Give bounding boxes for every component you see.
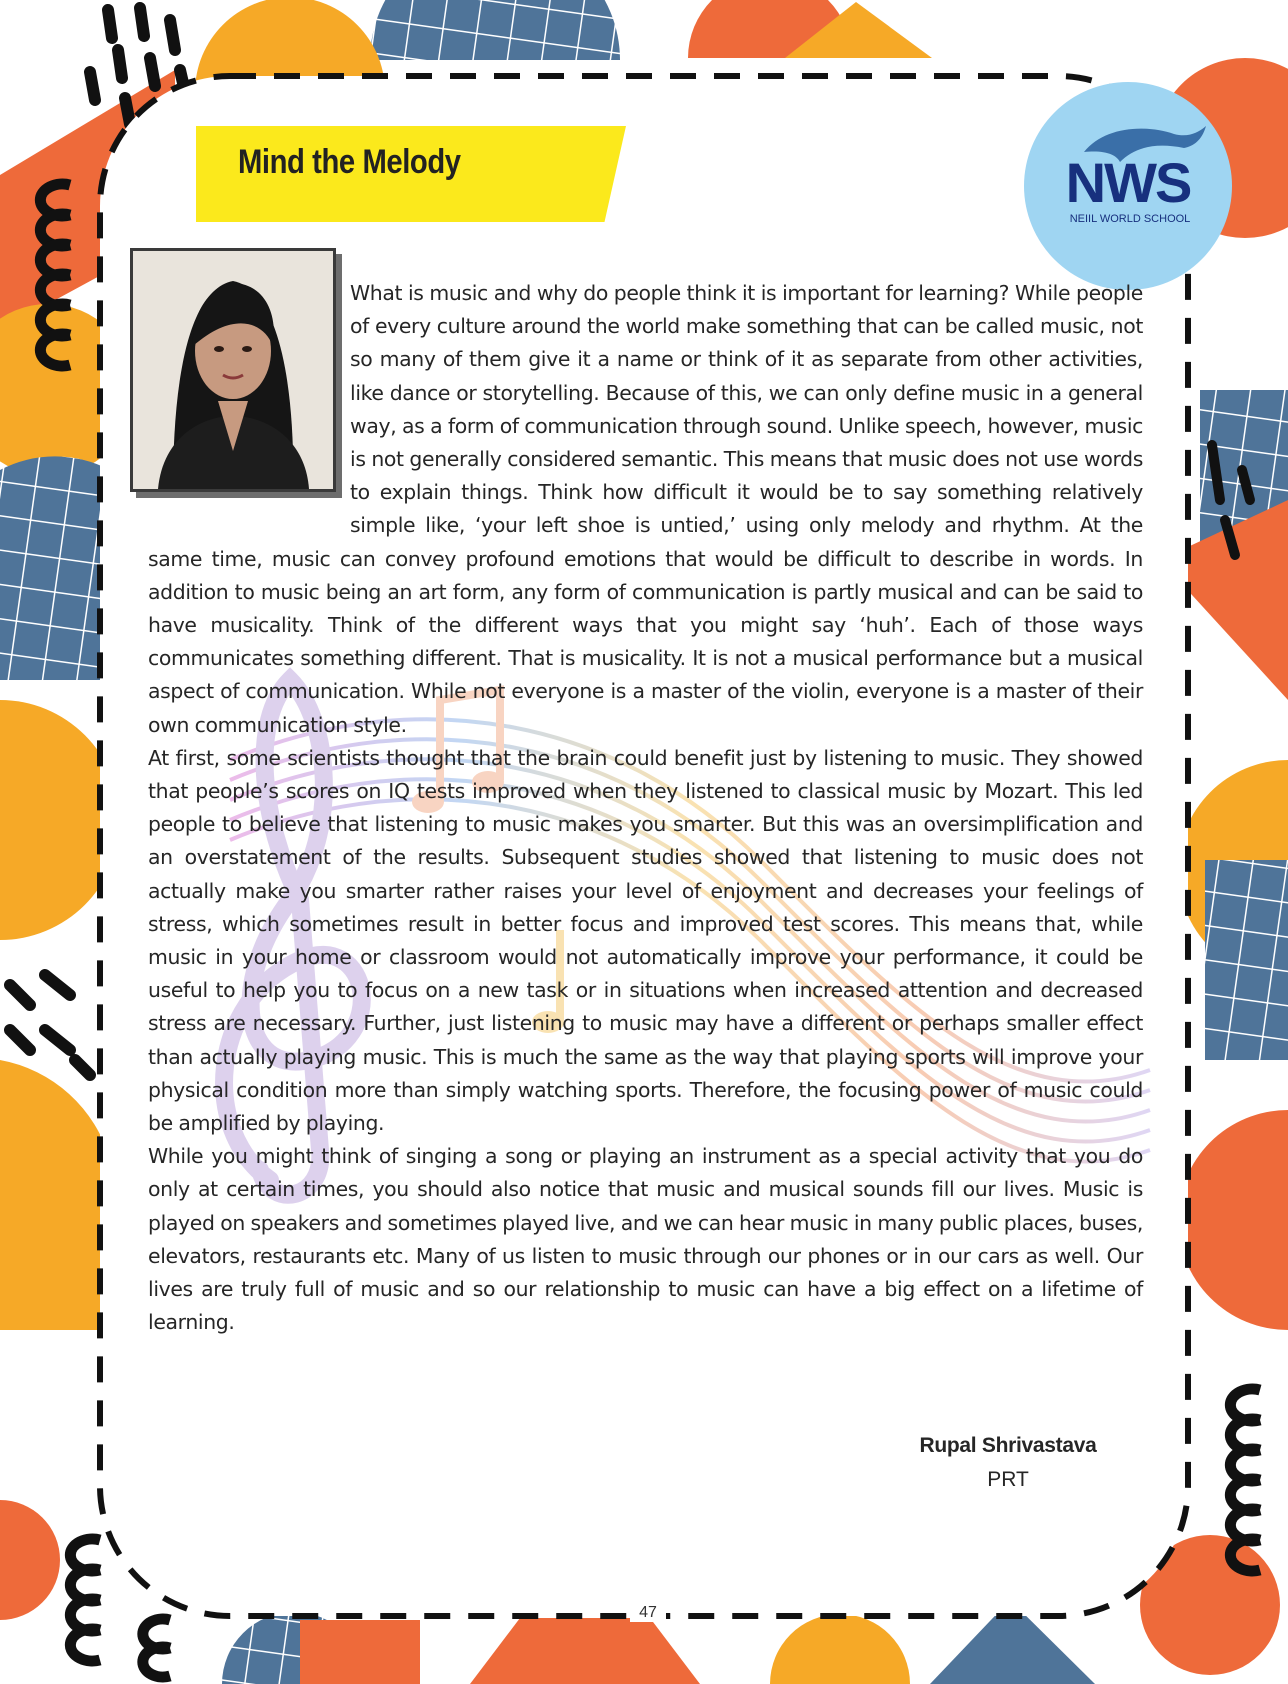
article-paragraph: While you might think of singing a song or playing an instrument as a special activity that you do only at certain times, you should also notice that music and musical sounds fill our lives. Music is played on speakers and sometimes played live, and we can hear music in many public places, buses, elevators, restaurants etc. Many of us listen to music through our phones or in our cars as well. Our lives are truly full of music and so our relationship to music can have a big effect on a lifetime of learning.	[148, 1144, 1143, 1335]
author-role: PRT	[987, 1468, 1029, 1491]
black-dash-cluster-left	[10, 975, 90, 1075]
logo-initials: NWS	[1065, 151, 1191, 214]
blue-grid-shape-right	[1205, 860, 1288, 1060]
orange-shape-left-lower	[0, 1060, 110, 1330]
article-body	[148, 277, 1143, 1340]
page-number: 47	[630, 1604, 666, 1622]
orange-triangle-bottom	[470, 1618, 700, 1684]
orange-semicircle-right	[1178, 1110, 1288, 1330]
logo-school-name: NEIIL WORLD SCHOOL	[1069, 213, 1191, 225]
article-paragraph: At first, some scientists thought that the brain could benefit just by listening to music. They showed that people’s scores on IQ tests improved when they listened to classical music by Mozart. This led people to believe that listening to music makes you smarter. But this was an oversimplification and an overstatement of the results. Subsequent studies showed that listening to music does not actually make you smarter rather raises your level of enjoyment and decreases your feelings of stress, which sometimes result in better focus and improved test scores. This means that, while music in your home or classroom would not automatically improve your performance, it could be useful to help you to focus on a new task or in situations when increased attention and decreased stress are necessary. Further, just listening to music may have a different or perhaps smaller effect than actually playing music. This is much the same as the way that playing sports will improve your physical condition more than simply watching sports. Therefore, the focusing power of music could be amplified by playing.	[148, 745, 1143, 1136]
blue-grid-shape-left	[0, 456, 110, 680]
blue-grid-semicircle-top	[370, 0, 620, 60]
article-paragraph: What is music and why do people think it is important for learning? While people of every culture around the world make something that can be called music, not so many of them give it a name or think of it as separate from other activities, like dance or storytelling. Because of this, we can only define music in a general way, as a form of communication through sound. Unlike speech, however, music is not generally considered semantic. This means that music does not use words to explain things. Think how difficult it would be to say something relatively simple like, ‘your left shoe is untied,’ using only melody and rhythm. At the same time, music can convey profound emotions that would be difficult to describe in words. In addition to music being an art form, any form of communication is partly musical and can be said to have musicality. Think of the different ways that you might say ‘huh’. Each of those ways communicates something different. That is musicality. It is not a musical performance but a musical aspect of communication. While not everyone is a master of the violin, everyone is a master of their own communication style.	[148, 281, 1143, 737]
orange-semicircle-bottom-left	[0, 1500, 60, 1620]
yellow-semicircle-bottom	[770, 1614, 910, 1684]
page-title: Mind the Melody	[238, 143, 461, 181]
author-name: Rupal Shrivastava	[919, 1434, 1097, 1457]
school-logo	[1024, 82, 1232, 290]
orange-semicircle-bottom-left2	[300, 1620, 420, 1684]
black-coil-right	[1230, 1389, 1260, 1571]
photo-wrap-space	[148, 277, 350, 525]
black-coil-left-top	[40, 184, 70, 366]
